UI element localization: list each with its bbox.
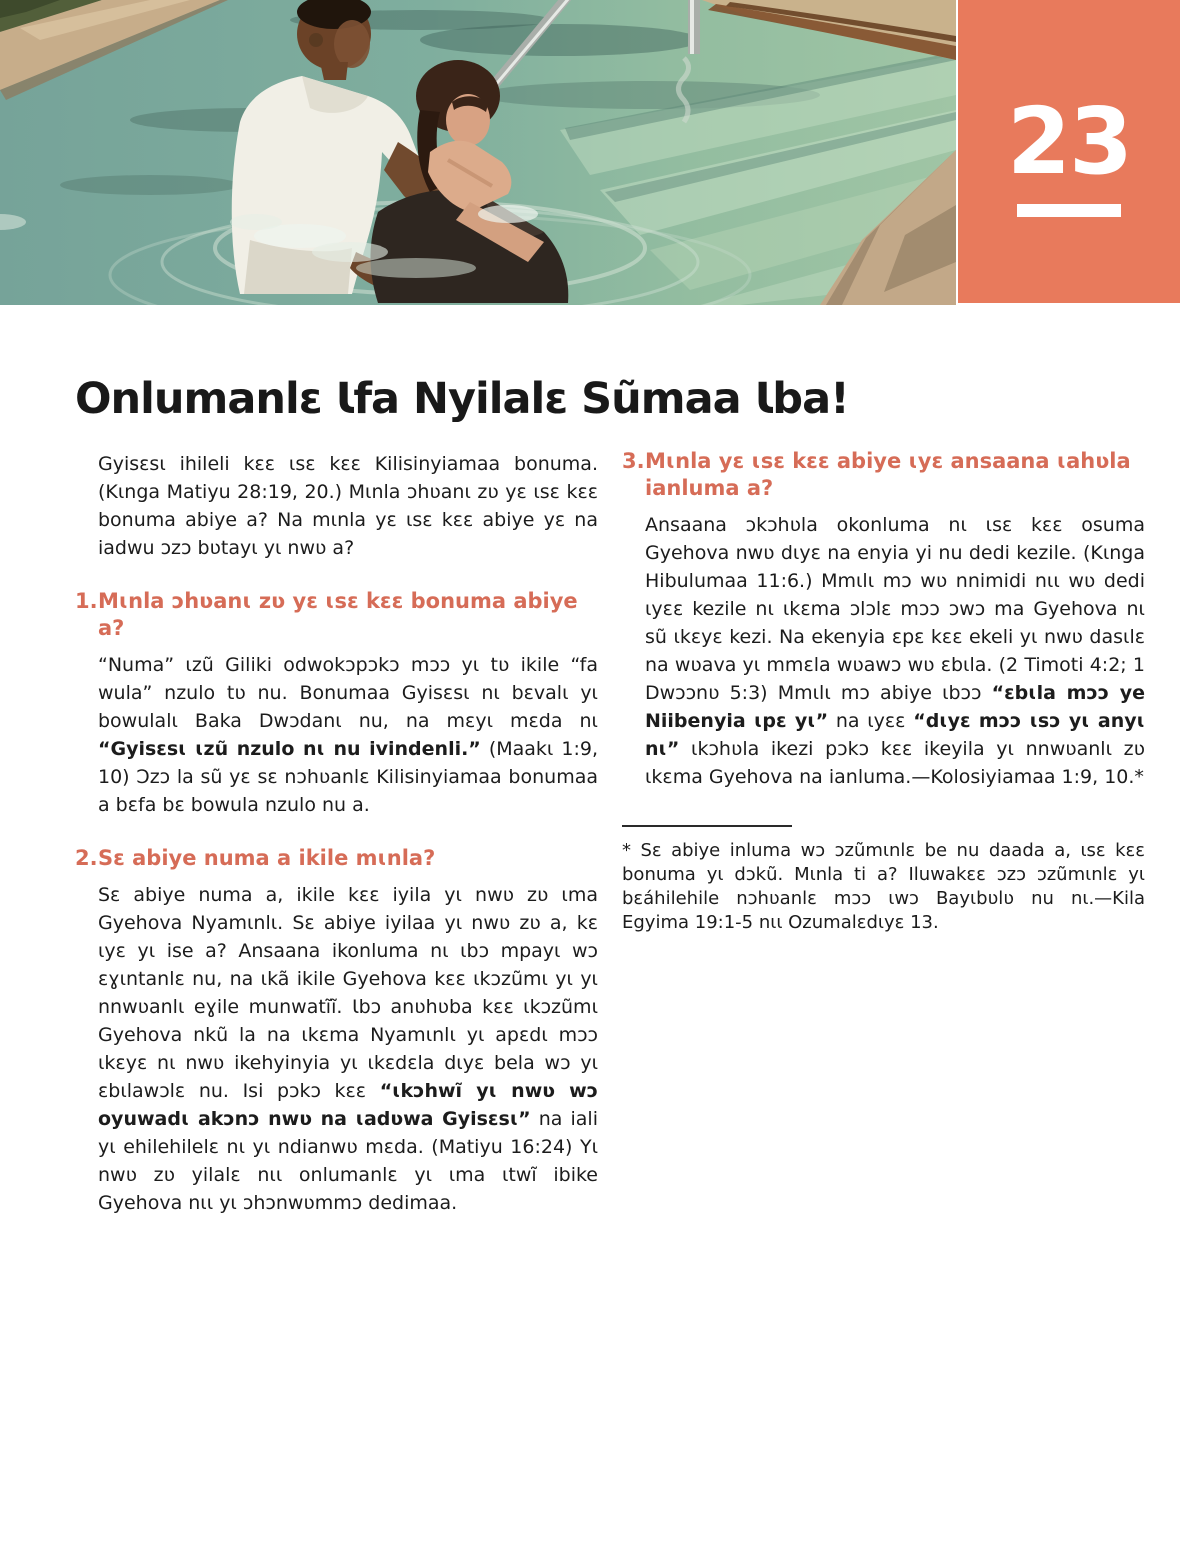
section-3-number: 3. (622, 449, 645, 473)
section-3-heading-text: Mɩnla yɛ ɩsɛ kɛɛ abiye ɩyɛ ansaana ɩahʋla ianluma a? (645, 449, 1131, 500)
section-2-paragraph: Sɛ abiye numa a, ikile kɛɛ iyila yɩ nwʋ zʋ ɩma Gyehova Nyamɩnlɩ. Sɛ abiye iyilaa yɩ nwʋ zʋ a, kɛ ɩyɛ yɩ ise a? Ansaana ikonluma nɩ ɩbɔ mpayɩ wɔ ɛɣɩntanlɛ nu, na ɩkã ikile Gyehova kɛɛ ɩkɔzũmɩ yɩ yɩ nnwʋanlɩ eɣile munwatĩĩ. Ɩbɔ anʋhʋba kɛɛ ɩkɔzũmɩ Gyehova nkũ la na ɩkɛma Nyamɩnlɩ yɩ apɛdɩ mɔɔ ɩkɛyɛ nɩ nwʋ ikehyinyia yɩ ɩkɛdɛla dɩyɛ bela wɔ yɩ ɛbɩlawɔlɛ nu. Isi pɔkɔ kɛɛ “ɩkɔhwĩ yɩ nwʋ wɔ oyuwadɩ akɔnɔ nwʋ na ɩadʋwa Gyisɛsɩ” na iali yɩ ehilehilelɛ nɩ yɩ ndianwʋ mɛda. (Matiyu 16:24) Yɩ nwʋ zʋ yilalɛ nɩɩ onlumanlɛ yɩ ɩma ɩtwĩ ibike Gyehova nɩɩ yɩ ɔhɔnwʋmmɔ dedimaa. (98, 884, 598, 1214)
left-column (75, 448, 598, 1239)
section-1-heading (75, 588, 598, 642)
footnote-separator (622, 825, 792, 827)
section-2-number: 2. (75, 846, 98, 870)
baptism-photo-art (0, 0, 956, 305)
intro-paragraph: Gyisɛsɩ ihileli kɛɛ ɩsɛ kɛɛ Kilisinyiamaa bonuma. (Kɩnga Matiyu 28:19, 20.) Mɩnla ɔhʋanɩ zʋ yɛ ɩsɛ kɛɛ bonuma abiye a? Na mɩnla yɛ ɩsɛ kɛɛ abiye yɛ na iadwu ɔzɔ bʋtayɩ yɩ nwʋ a? (98, 453, 598, 559)
chapter-underline (1017, 204, 1121, 217)
section-1-heading-text: Mɩnla ɔhʋanɩ zʋ yɛ ɩsɛ kɛɛ bonuma abiye a? (98, 589, 578, 640)
section-3-heading (622, 448, 1145, 502)
footnote (622, 825, 1145, 935)
section-2-heading (75, 845, 598, 872)
text-columns (75, 448, 1145, 1239)
chapter-number-box (958, 0, 1180, 303)
chapter-number: 23 (1006, 88, 1132, 195)
section-1-paragraph: “Numa” ɩzũ Giliki odwokɔpɔkɔ mɔɔ yɩ tʋ ikile “fa wula” nzulo tʋ nu. Bonumaa Gyisɛsɩ nɩ bɛvalɩ yɩ bowulalɩ Baka Dwɔdanɩ nu, na mɛyɩ mɛda nɩ “Gyisɛsɩ ɩzũ nzulo nɩ nu ivindenli.” (Maakɩ 1:9, 10) Ɔzɔ la sũ yɛ sɛ nɔhʋanlɛ Kilisinyiamaa bonumaa a bɛfa bɛ bowula nzulo nu a. (98, 654, 598, 816)
baptism-photo (0, 0, 956, 305)
right-column (622, 448, 1145, 1239)
section-2-heading-text: Sɛ abiye numa a ikile mɩnla? (98, 846, 436, 870)
page-title: Onlumanlɛ Ɩfa Nyilalɛ Sũmaa Ɩba! (75, 373, 849, 424)
footnote-text: * Sɛ abiye inluma wɔ ɔzũmɩnlɛ be nu daada a, ɩsɛ kɛɛ bonuma yɩ dɔkũ. Mɩnla ti a? Iluwakɛɛ ɔzɔ ɔzũmɩnlɛ yɩ bɛáhilehile nɔhʋanlɛ mɔɔ ɩwɔ Bayɩbʋlʋ nu nɩ.—Kila Egyima 19:1-5 nɩɩ Ozumalɛdɩyɛ 13. (622, 840, 1145, 933)
section-3-paragraph: Ansaana ɔkɔhʋla okonluma nɩ ɩsɛ kɛɛ osuma Gyehova nwʋ dɩyɛ na enyia yi nu dedi kezile. (Kɩnga Hibulumaa 11:6.) Mmɩlɩ mɔ wʋ nnimidi nɩɩ wʋ dedi ɩyɛɛ kezile nɩ ɩkɛma ɔlɔlɛ mɔɔ ɔwɔ ma Gyehova nɩ sũ ɩkɛyɛ kezi. Na ekenyia ɛpɛ kɛɛ ekeli yɩ nwʋ dasɩlɛ na wʋava yɩ mmɛla wʋawɔ wʋ ɛbɩla. (2 Timoti 4:2; 1 Dwɔɔnʋ 5:3) Mmɩlɩ mɔ abiye ɩbɔɔ “ɛbɩla mɔɔ ye Niibenyia ɩpɛ yɩ” na ɩyɛɛ “dɩyɛ mɔɔ ɩsɔ yɩ anyɩ nɩ” ɩkɔhʋla ikezi pɔkɔ kɛɛ ikeyila yɩ nnwʋanlɩ zʋ ɩkɛma Gyehova na ianluma.—Kolosiyiamaa 1:9, 10.* (645, 514, 1145, 788)
section-1-number: 1. (75, 589, 98, 613)
